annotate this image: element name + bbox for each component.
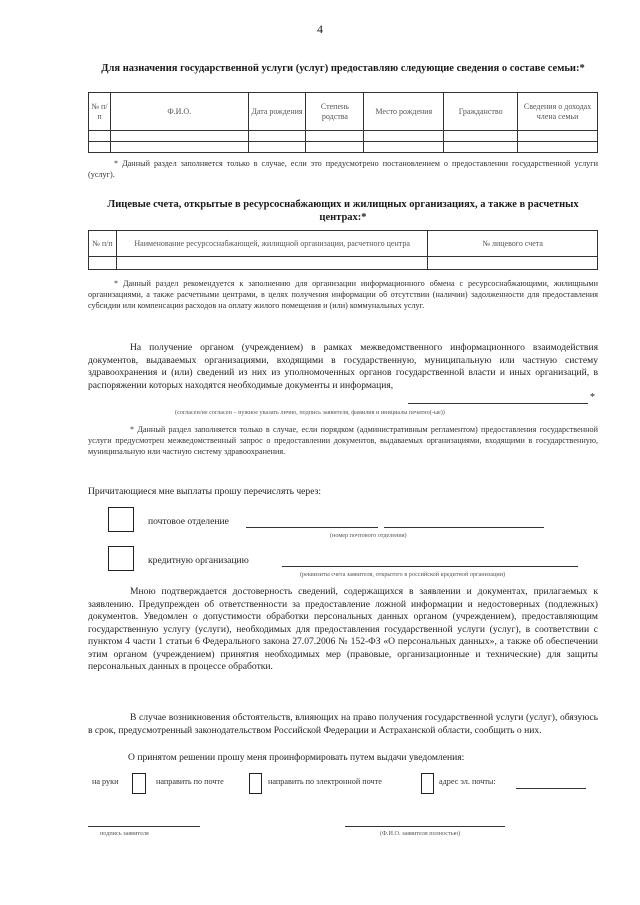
- notify-in-hand-label: на руки: [92, 777, 119, 786]
- notify-post-label: направить по почте: [156, 777, 224, 786]
- notify-email-label: направить по электронной почте: [268, 777, 382, 786]
- col-income: Сведения о доходах члена семьи: [518, 93, 598, 131]
- signature-caption: подпись заявителя: [100, 830, 149, 837]
- notify-in-hand-checkbox[interactable]: [132, 773, 146, 794]
- col-fio: Ф.И.О.: [110, 93, 248, 131]
- bank-line[interactable]: [282, 566, 578, 567]
- col-birth-place: Место рождения: [364, 93, 444, 131]
- col-organization: Наименование ресурсоснабжающей, жилищной организации, расчетного центра: [116, 231, 427, 257]
- notify-intro: О принятом решении прошу меня проинформировать путем выдачи уведомления:: [128, 752, 465, 763]
- family-table: [88, 92, 598, 153]
- post-office-label: почтовое отделение: [148, 516, 229, 527]
- col-relation: Степень родства: [306, 93, 364, 131]
- email-address-label: адрес эл. почты:: [439, 777, 496, 786]
- accounts-section-title: Лицевые счета, открытые в ресурсоснабжающих и жилищных организациях, а также в расчетных центрах:*: [107, 199, 579, 223]
- notify-post-checkbox[interactable]: [249, 773, 262, 794]
- fio-line[interactable]: [345, 826, 505, 827]
- bank-label: кредитную организацию: [148, 555, 249, 566]
- col-number: № п/п: [89, 231, 117, 257]
- col-citizenship: Гражданство: [444, 93, 518, 131]
- post-office-caption: (номер почтового отделения): [330, 532, 407, 539]
- accounts-section-note: * Данный раздел рекомендуется к заполнению для организации информационного обмена с ресурсоснабжающими, жилищными организациями, а также расчетными центрами, в целях получения информации об отсутствии (наличии) задолженности для предоставления субсидии или компенсации расходов на оплату жилого помещения и (или) коммунальных услуг.: [88, 279, 598, 310]
- post-office-checkbox[interactable]: [108, 507, 134, 532]
- col-number: № п/п: [89, 93, 111, 131]
- consent-caption: (согласен/не согласен – нужное указать лично, подпись заявителя, фамилия и инициалы печатно(-ые)): [175, 409, 445, 416]
- consent-note: * Данный раздел заполняется только в случае, если порядком (административным регламентом) предоставления государственной услуги предусмотрен межведомственный запрос о предоставлении документов, выдаваемых организациями, входящими в государственную, муниципальную или частную систему здравоохранения.: [88, 425, 598, 456]
- consent-paragraph: На получение органом (учреждением) в рамках межведомственного информационного взаимодействия документов, выдаваемых организациями, входящими в государственную, муниципальную или частную систему здравоохранения и (или) сведений из них из уполномоченных органов государственной власти и иных организаций, в распоряжении которых находятся необходимые документы и информация,: [88, 342, 598, 391]
- post-office-line-2[interactable]: [384, 527, 544, 528]
- notify-email-checkbox[interactable]: [421, 773, 434, 794]
- bank-caption: (реквизиты счета заявителя, открытого в российской кредитной организации): [300, 571, 506, 578]
- col-account-number: № лицевого счета: [428, 231, 598, 257]
- col-birth-date: Дата рождения: [248, 93, 306, 131]
- family-section-title: Для назначения государственной услуги (услуг) предоставляю следующие сведения о составе семьи:*: [101, 63, 585, 74]
- fio-caption: (Ф.И.О. заявителя полностью): [380, 830, 461, 837]
- email-address-line[interactable]: [516, 788, 586, 789]
- post-office-line-1[interactable]: [246, 527, 378, 528]
- bank-checkbox[interactable]: [108, 546, 134, 571]
- accounts-table: [88, 230, 598, 270]
- consent-asterisk: *: [590, 392, 595, 403]
- consent-line[interactable]: [408, 403, 588, 404]
- signature-line[interactable]: [88, 826, 200, 827]
- obligation-paragraph: В случае возникновения обстоятельств, влияющих на право получения государственной услуги (услуг), обязуюсь в срок, предусмотренный законодательством Российской Федерации и Астраханской области, сообщить о них.: [88, 712, 598, 736]
- family-section-note: * Данный раздел заполняется только в случае, если это предусмотрено постановлением о предоставлении государственной услуги (услуг).: [88, 159, 598, 179]
- page-number: 4: [317, 22, 323, 36]
- payments-intro: Причитающиеся мне выплаты прошу перечислять через:: [88, 486, 322, 497]
- confirmation-paragraph: Мною подтверждается достоверность сведений, содержащихся в заявлении и документах, прилагаемых к заявлению. Предупрежден об ответственности за предоставление ложной информации и недостоверных (подлежных) документов. Уведомлен о допустимости обработки персональных данных органом (учреждением), предоставляющим государственную услугу (услуги), необходимых для предоставления государственной услуги (услуг), в соответствии с пунктом 4 части 1 статьи 6 Федерального закона 27.07.2006 № 152-ФЗ «О персональных данных», а также об обеспечении этим органом (учреждением) принятия необходимых мер (правовые, организационные и технические) для защиты персональных данных в процессе обработки.: [88, 586, 598, 672]
